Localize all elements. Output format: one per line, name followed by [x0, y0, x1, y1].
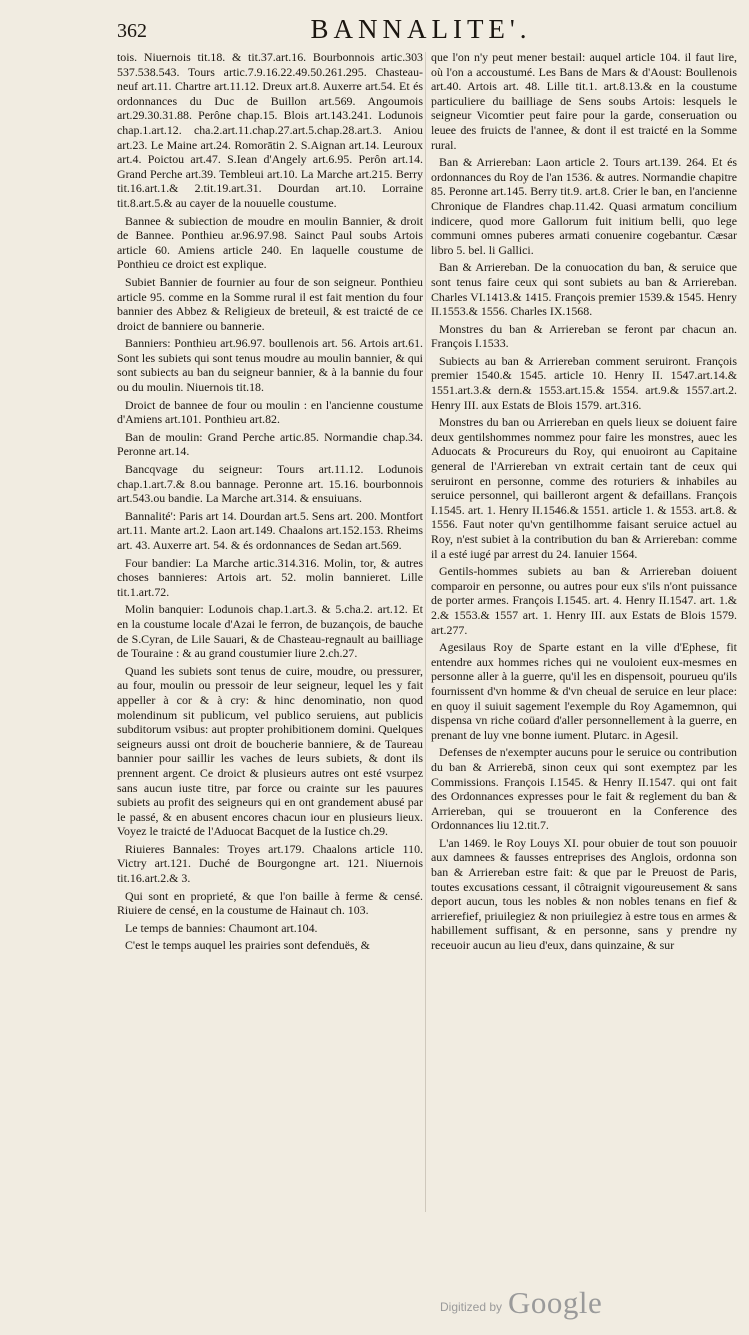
- text-entry: Bannalité': Paris art 14. Dourdan art.5. Sens art. 200. Montfort art.11. Mante art.2. Laon art.149. Chaalons art.152.153. Rheims art. 43. Auxerre art. 54. & és ordonnances de Sedan art.569.: [117, 508, 423, 552]
- text-entry: Agesilaus Roy de Sparte estant en la ville d'Ephese, fit entendre aux hommes riches qui ne vouloient eux-mesmes en personne aller à la guerre, qu'il les en dispensoit, pourueu qu'ils fournissent d'vn homme & d'vn cheual de seruice en leur place: en quoy il suiuit sagement l'exemple du Roy Agamemnon, qui dispensa vn riche coüard d'aller personnellement à la guerre, en prenant de luy vne bonne iument. Plutarc. in Agesil.: [431, 640, 737, 742]
- text-entry: Four bandier: La Marche artic.314.316. Molin, tor, & autres choses bannieres: Artois art. 52. molin bannieret. Lille tit.1.art.72.: [117, 555, 423, 599]
- text-entry: Banniers: Ponthieu art.96.97. boullenois art. 56. Artois art.61. Sont les subiets qui sont tenus moudre au moulin bannier, & qui sont subiects au ban du seigneur bannier, & à la bannie du four ou du moulin. Niuernois tit.18.: [117, 336, 423, 395]
- text-entry: Ban de moulin: Grand Perche artic.85. Normandie chap.34. Peronne art.14.: [117, 429, 423, 459]
- text-entry: Le temps de bannies: Chaumont art.104.: [125, 920, 318, 935]
- text-entry: Defenses de n'exempter aucuns pour le seruice ou contribution du ban & Arrierebā, sinon ceux qui sont exemptez par les Commissions. François I.1545. & Henry II.1547. qui ont fait des Ordonnances expresses pour le fait & reglement du ban & Arriereban, qui se trouueront en la Conference des Ordonnances liu 12.tit.7.: [431, 745, 737, 833]
- text-entry: Gentils-hommes subiets au ban & Arriereban doiuent comparoir en personne, ou autres pour eux s'ils n'ont puissance de porter armes. François I.1545. art. 4. Henry II.1547. art. 1.& 2.& 1553.& 1557 art. 1. Henry III. aux Estats de Blois 1579. art.277.: [431, 564, 737, 637]
- text-entry: tois. Niuernois tit.18. & tit.37.art.16. Bourbonnois artic.303 537.538.543. Tours artic.7.9.16.22.49.50.261.295. Chasteau-neuf art.11. Chartre art.11.12. Dreux art.8. Auxerre art.54. Et és ordonnances du Duc de Buillon art.569. Angoumois art.29.30.31.88. Perône chap.15. Blois art.143.241. Lodunois chap.1.art.12. cha.2.art.11.chap.27.art.5.chap.28.art.3. Aniou art.23. Le Maine art.24. Romorātin 2. S.Aignan art.14. Leuroux art.4. Poictou art.47. S.Iean d'Angely art.6.95. Perôn art.14. Grand Perche art.39. Tembleui art.10. La Marche art.215. Berry tit.16.art.1.& 2.tit.19.art.31. Dourdan art.10. Lorraine tit.8.art.5.& au cayer de la nouuelle coustume.: [117, 50, 423, 210]
- text-entry: Bancqvage du seigneur: Tours art.11.12. Lodunois chap.1.art.7.& 8.ou bannage. Peronne art. 15.16. bourbonnois art.543.ou bandie. La Marche art.314. & ensuiuans.: [117, 462, 423, 506]
- text-entry: Monstres du ban & Arriereban se feront par chacun an. François I.1533.: [431, 321, 737, 351]
- page-number: 362: [117, 20, 147, 42]
- running-title: BANNALITE'.: [310, 14, 532, 44]
- text-entry: Monstres du ban ou Arriereban en quels lieux se doiuent faire deux gentilshommes nommez pour faire les monstres, auec les Aduocats & Procureurs du Roy, qui enuoiront au Capitaine general de l'Arriereban vn extrait certain tant de ceux qui seruiront en personne, comme des roturiers & inhabiles au seruice personnel, qui bailleront argent & defaillans. François I.1545. art. 1. Henry II.1546.& 1551. article 1. & 1553. art.8. & 1556. Faut noter qu'vn gentilhomme faisant seruice actuel au Roy, n'est subiet à la contribution du ban & Arriereban: comme il a esté iugé par arrest du 24. Ianuier 1564.: [431, 415, 737, 561]
- text-entry: Subiects au ban & Arriereban comment seruiront. François premier 1540.& 1545. article 10. Henry II. 1547.art.14.& 1551.art.3.& dern.& 1553.art.15.& 1554. art.9.& 1557.art.2. Henry III. aux Estats de Blois 1579. art.316.: [431, 353, 737, 412]
- digitized-by-text: Digitized by: [440, 1300, 503, 1314]
- text-entry: Bannee & subiection de moudre en moulin Bannier, & droit de Bannee. Ponthieu ar.96.97.98. Sainct Paul soubs Artois article 60. Amiens article 240. En laquelle coustume de Ponthieu ce droict est explique.: [117, 213, 423, 272]
- google-logo: Google: [508, 1285, 603, 1320]
- text-entry: Subiet Bannier de fournier au four de son seigneur. Ponthieu article 95. comme en la Somme rural il est fait mention du four bannier des Abbez & Religieux de breteuil, & est traicté de ce droict de banniere ou bannerie.: [117, 274, 423, 333]
- text-entry: que l'on n'y peut mener bestail: auquel article 104. il faut lire, où l'on a accoustumé. Les Bans de Mars & d'Aoust: Boullenois art.40. Artois art. 48. Lille tit.1. art.8.13.& en la coustume particuliere du bailliage de Sens soubs Artois: lesquels le seigneur Vicomtier peut faire pour la garde, conseruation ou leuee des fruicts de l'annee, & dont il est traicté en la Somme rural.: [431, 50, 737, 152]
- digitization-watermark: [410, 1283, 710, 1323]
- text-entry: Droict de bannee de four ou moulin : en l'ancienne coustume d'Amiens art.101. Ponthieu art.82.: [117, 397, 423, 427]
- left-column: [117, 50, 423, 956]
- text-entry: C'est le temps auquel les prairies sont defenduës, &: [125, 938, 370, 953]
- text-entry: Quand les subiets sont tenus de cuire, moudre, ou pressurer, au four, moulin ou pressoir de leur seigneur, lequel les y fait appeller à cor & à cry: & hinc denominatio, non quod molendinum sit publicum, vel publico seruiens, aut publicis subditorum vsibus: aut propter prohibitionem domini. Quelques seigneurs aussi ont droit de boucherie banniere, & de Taureau bannier pour saillir les vaches de leurs subiets, & dont ils prennent argent. Ce droict & plusieurs autres ont esté vsurpez sans aucun iuste titre, par force ou crainte sur les pauures subiets au profit des seigneurs qui en ont grandement abusé par le passé, & en abusent encores chacun iour en plusieurs lieux. Voyez le traicté de l'Aduocat Bacquet de la Iustice ch.29.: [117, 663, 423, 839]
- page-header: [117, 14, 725, 48]
- text-entry: Molin banquier: Lodunois chap.1.art.3. & 5.cha.2. art.12. Et en la coustume locale d'Azai le ferron, de buzançois, de bauche de S.Cyran, de Lile Sauari, & de Chasteau-regnault au bailliage de Touraine : & au grand coustumier liure 2.ch.27.: [117, 602, 423, 661]
- text-entry: Ban & Arriereban: Laon article 2. Tours art.139. 264. Et és ordonnances du Roy de l'an 1536. & autres. Normandie chapitre 85. Peronne art.145. Berry tit.9. art.8. Crier le ban, en l'ancienne Chronique de Flandres chap.11.42. Quasi armatum concilium indicere, quod more Gallorum fuit initium belli, quo lege communi omnes puberes armati conuenire cogebantur. Cæsar libro 5. bel. li Gallici.: [431, 155, 737, 257]
- text-entry: Qui sont en proprieté, & que l'on baille à ferme & censé. Riuiere de censé, en la coustume de Hainaut ch. 103.: [117, 888, 423, 918]
- right-column: [431, 50, 737, 956]
- text-entry: L'an 1469. le Roy Louys XI. pour obuier de tout son pouuoir aux damnees & fausses entreprises des Anglois, ordonna son ban & Arriereban estre fait: & que par le Preuost de Paris, toutes excusations cessant, il côtraignit vigoureusement & sans deport aucun, tous les nobles & non nobles tenans en fief & arrierefief, priuilegiez & non priuilegiez à estre tous en armes & habillement suffisant, & en personne, sans y prendre ny receuoir aucun au lieu d'eux, dans quinzaine, & sur: [431, 835, 737, 953]
- text-entry: Riuieres Bannales: Troyes art.179. Chaalons article 110. Victry art.121. Duché de Bourgongne art. 121. Niuernois tit.16.art.2.& 3.: [117, 841, 423, 886]
- text-entry: Ban & Arriereban. De la conuocation du ban, & seruice que sont tenus faire ceux qui sont subiets au ban & Arriereban. Charles VI.1413.& 1415. François premier 1539.& 1545. Henry II.1553.& 1556. Charles IX.1568.: [431, 260, 737, 319]
- column-divider: [425, 52, 426, 1212]
